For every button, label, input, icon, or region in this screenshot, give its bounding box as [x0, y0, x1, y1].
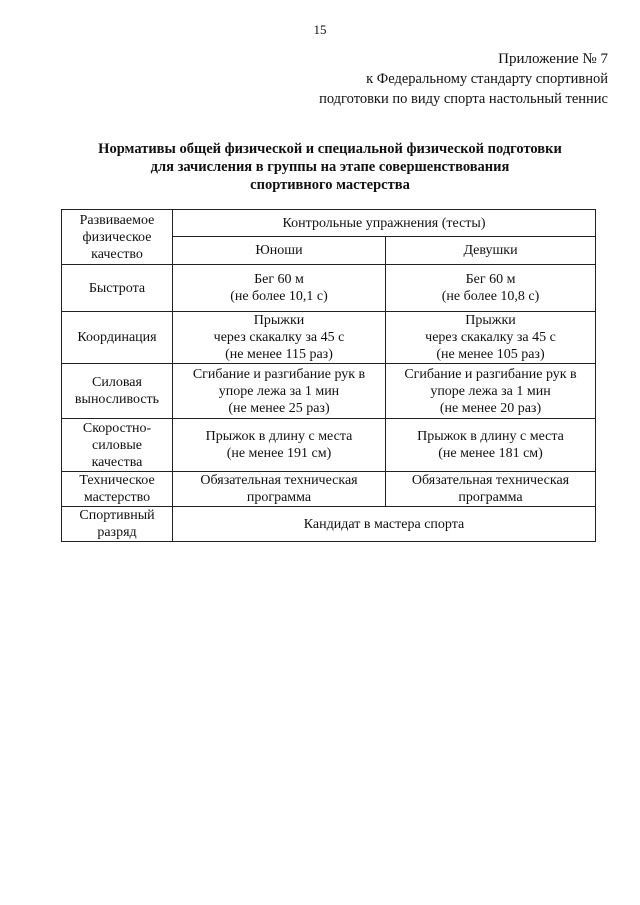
cell-line: программа [458, 490, 523, 505]
girls-cell [386, 419, 596, 472]
quality-cell [62, 507, 173, 542]
quality-line: качества [91, 454, 143, 470]
girls-cell [386, 472, 596, 507]
title-line-2: для зачисления в группы на этапе совершенствования [150, 159, 510, 175]
cell-line: Сгибание и разгибание рук в [192, 366, 366, 382]
header-quality-line: физическое [82, 229, 152, 245]
cell-line: через скакалку за 45 с [425, 330, 556, 345]
title-line-3: спортивного мастерства [250, 177, 410, 193]
girls-cell [386, 312, 596, 364]
cell-line: (не менее 115 раз) [225, 347, 333, 362]
quality-cell [62, 419, 173, 472]
table-row [62, 364, 596, 419]
table-row [62, 472, 596, 507]
cell-line: (не более 10,1 с) [230, 289, 328, 304]
quality-line: Техническое [79, 473, 155, 488]
norms-table [61, 209, 596, 542]
quality-cell [62, 265, 173, 312]
page-number: 15 [313, 22, 327, 37]
cell-line: Сгибание и разгибание рук в [404, 366, 577, 382]
quality-line: Силовая [92, 375, 142, 390]
cell-line: Прыжки [253, 313, 305, 328]
appendix-header [319, 49, 608, 109]
title-line-1: Нормативы общей физической и специальной физической подготовки [98, 141, 562, 157]
cell-line: Бег 60 м [254, 272, 304, 287]
boys-cell [173, 419, 386, 472]
girls-cell [386, 265, 596, 312]
table-row [62, 312, 596, 364]
appendix-reference: к Федеральному стандарту спортивной [366, 71, 608, 87]
cell-line: (не менее 25 раз) [228, 400, 330, 416]
quality-line: Скоростно- [82, 420, 152, 436]
cell-line: Прыжки [465, 313, 516, 328]
quality-cell [62, 364, 173, 419]
quality-line: Быстрота [88, 280, 146, 296]
header-boys-cell: Юноши [173, 237, 386, 265]
boys-cell [173, 312, 386, 364]
quality-cell [62, 472, 173, 507]
cell-line: через скакалку за 45 с [213, 330, 345, 345]
cell-line: (не менее 20 раз) [439, 400, 542, 416]
cell-line: (не менее 191 см) [226, 446, 332, 461]
appendix-sport: подготовки по виду спорта настольный теннис [319, 91, 608, 107]
quality-line: мастерство [83, 490, 151, 505]
table-row [62, 265, 596, 312]
cell-line: (не более 10,8 с) [441, 289, 540, 304]
header-quality-cell [62, 210, 173, 265]
cell-line: Прыжок в длину с места [417, 429, 564, 444]
header-quality-line: качество [91, 246, 143, 262]
girls-cell [386, 364, 596, 419]
cell-line: упоре лежа за 1 мин [430, 383, 551, 399]
cell-line: Обязательная техническая [411, 473, 570, 488]
cell-line: (не менее 105 раз) [436, 347, 545, 362]
table-header-row [62, 210, 596, 237]
quality-line: Координация [77, 330, 157, 345]
quality-line: разряд [97, 525, 137, 540]
boys-cell [173, 265, 386, 312]
cell-line: Прыжок в длину с места [205, 429, 353, 444]
cell-line: упоре лежа за 1 мин [218, 383, 340, 399]
table-row [62, 419, 596, 472]
document-title [60, 140, 600, 194]
cell-line: Обязательная техническая [200, 473, 358, 488]
boys-cell [173, 472, 386, 507]
quality-line: выносливость [74, 392, 160, 407]
boys-cell [173, 364, 386, 419]
appendix-number: Приложение № 7 [498, 51, 608, 67]
header-tests-cell: Контрольные упражнения (тесты) [173, 210, 596, 237]
table-row-rank [62, 507, 596, 542]
header-quality-line: Развиваемое [79, 212, 155, 228]
quality-cell [62, 312, 173, 364]
cell-line: программа [246, 490, 312, 505]
quality-line: Спортивный [79, 508, 155, 523]
rank-value-cell: Кандидат в мастера спорта [173, 507, 596, 542]
quality-line: силовые [92, 437, 142, 453]
header-girls-cell: Девушки [386, 237, 596, 265]
cell-line: (не менее 181 см) [438, 446, 543, 461]
cell-line: Бег 60 м [465, 272, 516, 287]
